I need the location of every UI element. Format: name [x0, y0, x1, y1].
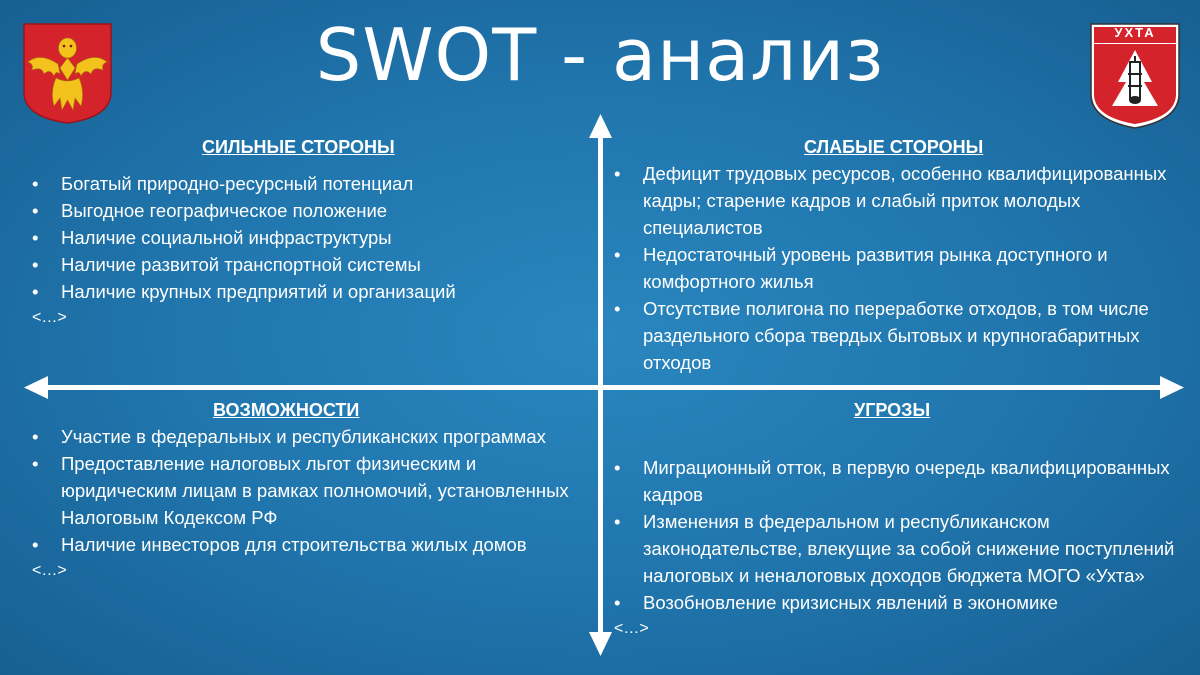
- horizontal-axis-line: [40, 385, 1165, 390]
- threats-heading: УГРОЗЫ: [854, 400, 931, 420]
- list-item: • Наличие развитой транспортной системы: [30, 251, 550, 278]
- down-arrowhead-icon: [589, 632, 612, 656]
- list-item: • Отсутствие полигона по переработке отходов, в том числе раздельного сбора твердых бытовых и крупногабаритных отходов: [612, 295, 1182, 376]
- page-title: SWOT - анализ: [315, 13, 885, 97]
- ukhta-coat-of-arms: [1088, 22, 1182, 130]
- list-item: • Богатый природно-ресурсный потенциал: [30, 170, 550, 197]
- list-item: • Дефицит трудовых ресурсов, особенно квалифицированных кадры; старение кадров и слабый приток молодых специалистов: [612, 160, 1182, 241]
- komi-republic-coat-of-arms-icon: [20, 22, 115, 125]
- strengths-more-marker: <…>: [32, 309, 67, 326]
- list-item: • Наличие крупных предприятий и организаций: [30, 278, 550, 305]
- vertical-axis-line: [598, 130, 603, 638]
- right-arrowhead-icon: [1160, 376, 1184, 399]
- list-item: • Недостаточный уровень развития рынка доступного и комфортного жилья: [612, 241, 1182, 295]
- threats-more-marker: <…>: [614, 620, 649, 637]
- threats-quadrant: [612, 397, 1182, 642]
- weaknesses-list: [612, 160, 1182, 376]
- ukhta-label: УХТА: [1114, 25, 1156, 40]
- strengths-quadrant: [30, 134, 550, 331]
- up-arrowhead-icon: [589, 114, 612, 138]
- weaknesses-heading: СЛАБЫЕ СТОРОНЫ: [804, 137, 984, 157]
- opportunities-heading: ВОЗМОЖНОСТИ: [213, 400, 360, 420]
- list-item: • Предоставление налоговых льгот физическим и юридическим лицам в рамках полномочий, установленных Налоговым Кодексом РФ: [30, 450, 570, 531]
- weaknesses-quadrant: [612, 134, 1182, 376]
- list-item: • Участие в федеральных и республиканских программах: [30, 423, 570, 450]
- strengths-list: [30, 170, 550, 305]
- list-item: • Изменения в федеральном и республиканском законодательстве, влекущие за собой снижение поступлений налоговых и неналоговых доходов бюджета МОГО «Ухта»: [612, 508, 1182, 589]
- opportunities-quadrant: [30, 397, 570, 584]
- strengths-heading: СИЛЬНЫЕ СТОРОНЫ: [202, 137, 395, 157]
- opportunities-more-marker: <…>: [32, 562, 67, 579]
- left-arrowhead-icon: [24, 376, 48, 399]
- list-item: • Наличие инвесторов для строительства жилых домов: [30, 531, 570, 558]
- list-item: • Выгодное географическое положение: [30, 197, 550, 224]
- list-item: • Возобновление кризисных явлений в экономике: [612, 589, 1182, 616]
- list-item: • Миграционный отток, в первую очередь квалифицированных кадров: [612, 454, 1182, 508]
- list-item: • Наличие социальной инфраструктуры: [30, 224, 550, 251]
- threats-list: [612, 454, 1182, 616]
- opportunities-list: [30, 423, 570, 558]
